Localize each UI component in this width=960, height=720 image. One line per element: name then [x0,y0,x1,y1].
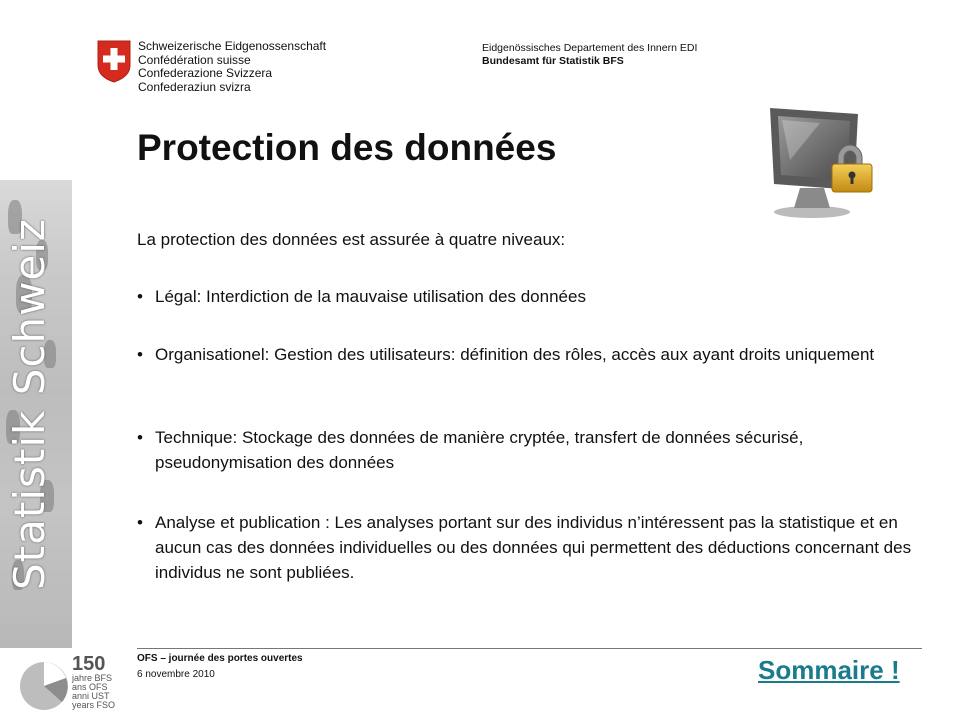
bullet-text: Technique: Stockage des données de manière cryptée, transfert de données sécurisé, pseudonymisation des données [155,428,804,472]
confed-name-fr: Confédération suisse [138,52,251,67]
logo-line: jahre BFS [72,673,113,683]
list-item [137,425,927,475]
intro-text: La protection des données est assurée à quatre niveaux: [137,230,566,249]
bullet-symbol: • [137,287,143,306]
footer-event: OFS – journée des portes ouvertes [137,653,303,664]
bullet-symbol: • [137,428,143,447]
confed-name-de: Schweizerische Eidgenossenschaft [138,39,327,53]
list-item [137,284,927,309]
logo-line: years FSO [72,700,116,710]
bullet-symbol: • [137,345,143,364]
sidebar-brand-text: Statistik Schweiz [5,218,54,590]
footer-divider [137,648,922,649]
department-info [482,42,697,68]
bullet-text: Légal: Interdiction de la mauvaise utilisation des données [155,287,586,306]
bfs-150-logo [10,652,130,714]
confed-name-rm: Confederaziun svizra [138,79,251,94]
logo-number: 150 [72,653,106,675]
bullet-text: Analyse et publication : Les analyses portant sur des individus n’intéressent pas la statistique et en aucun cas des données individuelles ou des données qui permettent des déductions concernant des individus ne sont publiées. [155,513,912,582]
list-item [137,510,927,585]
list-item [137,342,927,367]
logo-line: ans OFS [72,682,108,692]
logo-line: anni UST [72,691,110,701]
bullet-text: Organisationel: Gestion des utilisateurs: définition des rôles, accès aux ayant droits uniquement [155,345,875,364]
office-name: Bundesamt für Statistik BFS [482,55,624,67]
swiss-flag-icon [96,39,132,83]
confederation-names [138,40,326,94]
confed-name-it: Confederazione Svizzera [138,66,273,80]
monitor-lock-icon [760,100,880,220]
footer-date: 6 novembre 2010 [137,669,215,680]
department-name: Eidgenössisches Departement des Innern EDI [482,42,698,54]
bullet-symbol: • [137,513,143,532]
sommaire-link[interactable]: Sommaire ! [758,655,900,685]
page-title: Protection des données [137,127,557,168]
